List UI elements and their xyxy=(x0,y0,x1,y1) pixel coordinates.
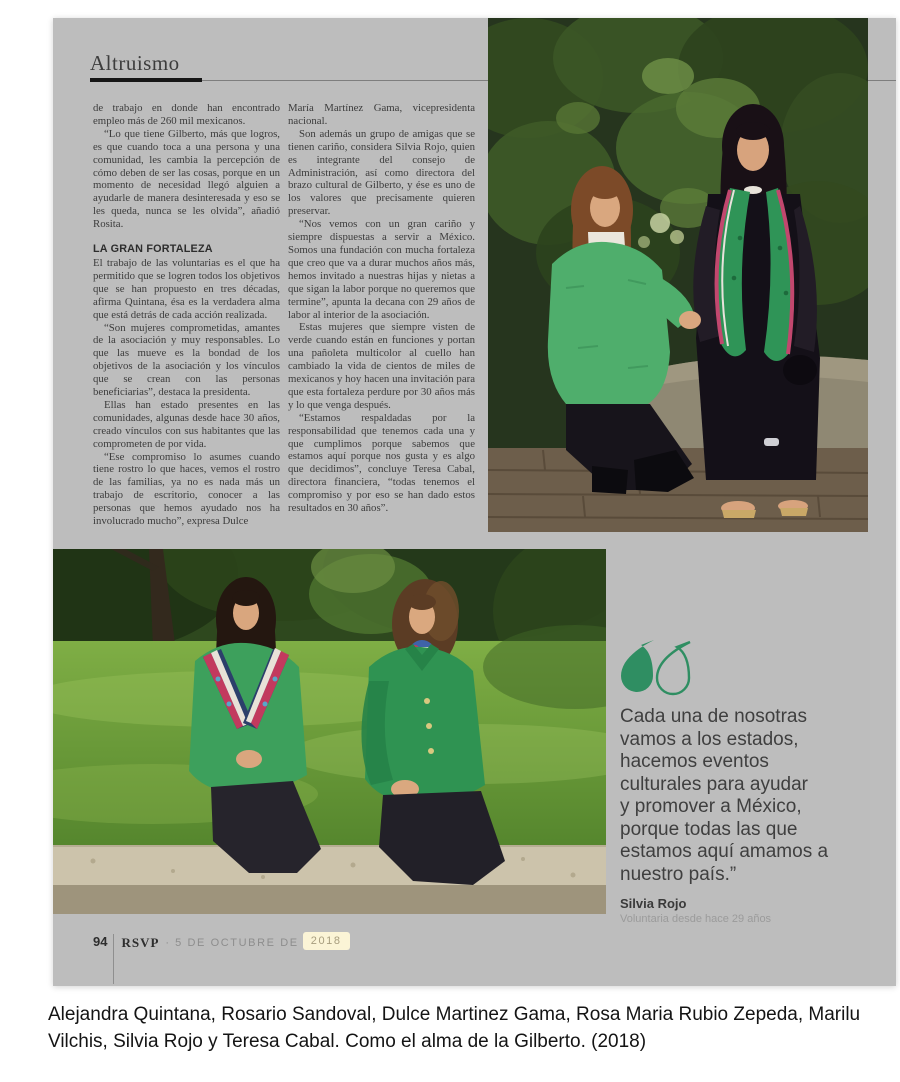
quote-line: estamos aquí amamos a xyxy=(620,841,829,862)
kicker-rule-right xyxy=(868,80,896,81)
quote-line: Cada una de nosotras xyxy=(620,706,807,727)
article-paragraph: “Son mujeres comprometidas, amantes de la asociación y muy responsables. Lo que las mueve es la bondad de los objetivos de la asociación y los vínculos que se crean con las personas beneficiarias”, destaca la presidenta. xyxy=(93,321,280,399)
article-paragraph: Estas mujeres que siempre visten de verde cuando están en funciones y portan una pañoleta multicolor al cuello han cambiado la vida de cientos de miles de mexicanos y hoy hacen una invitación para que esta fortaleza perdure por 30 años más y lo que venga después. xyxy=(288,321,475,411)
article-paragraph: “Lo que tiene Gilberto, más que logros, es que cuando toca a una persona y una comunidad, les cambia la percepción de cómo deben de ser las cosas, porque en un momento de necesidad llegó alguien a ayudarle de manera desinteresada y eso se les queda, nunca se les olvida”, añadió Rosita. xyxy=(93,127,280,231)
kicker-rule xyxy=(202,80,488,81)
article-column-2 xyxy=(288,102,475,546)
article-column-1 xyxy=(93,102,280,546)
magazine-brand: RSVP xyxy=(121,935,160,950)
footer-separator: · xyxy=(165,937,170,949)
page-number: 94 xyxy=(93,934,108,949)
magazine-page xyxy=(53,18,896,986)
article-paragraph: “Nos vemos con un gran cariño y siempre dispuestas a servir a México. Somos una fundación con mucha fortaleza que creo que va a durar muchos años más, hemos invitado a nuestras hijas y nietas a que sigan la labor porque no queremos que termine”, apunta la decana con 29 años de labor al interior de la asociación. xyxy=(288,218,475,321)
section-heading: LA GRAN FORTALEZA xyxy=(93,243,213,256)
photo-bottom-illustration xyxy=(53,549,606,914)
quote-text xyxy=(620,706,888,886)
kicker-rule-accent xyxy=(90,78,202,82)
footer-year-highlight: 2018 xyxy=(303,932,350,950)
page-footer xyxy=(93,934,350,984)
article-paragraph: “Estamos respaldadas por la responsabilidad que tenemos cada una y que cumplimos porque sabemos que estamos aquí porque nos gusta y es algo que decidimos”, concluye Teresa Cabal, directora financiera, “todas tenemos el compromiso y por eso se han dado estos resultados en 30 años”. xyxy=(288,411,475,515)
quote-line: y promover a México, xyxy=(620,796,802,817)
quote-line: culturales para ayudar xyxy=(620,773,808,795)
quote-line: hacemos eventos xyxy=(620,751,769,772)
article-paragraph: Son además un grupo de amigas que se tienen cariño, considera Silvia Rojo, quien es integrante del consejo de Administración, así como directora del brazo cultural de Gilberto, y ése es uno de los valores que precisamente quieren preservar. xyxy=(288,127,475,218)
photo-two-women-garden xyxy=(488,18,868,532)
article-paragraph: de trabajo en donde han encontrado empleo más de 260 mil mexicanos. xyxy=(93,102,280,127)
quote-line: nuestro país.” xyxy=(620,863,737,885)
photo-caption: Alejandra Quintana, Rosario Sandoval, Dulce Martinez Gama, Rosa Maria Rubio Zepeda, Marilu Vilchis, Silvia Rojo y Teresa Cabal. Como el alma de la Gilberto. (2018) xyxy=(48,1004,861,1052)
quote-author: Silvia Rojo xyxy=(620,896,687,911)
photo-top-illustration xyxy=(488,18,868,532)
article-paragraph: María Martínez Gama, vicepresidenta nacional. xyxy=(288,102,475,127)
article-paragraph: Ellas han estado presentes en las comunidades, algunas desde hace 30 años, creado vínculos con sus habitantes que las comprometen de por vida. xyxy=(93,398,280,450)
quote-author-subtitle: Voluntaria desde hace 29 años xyxy=(620,913,772,925)
quote-icon xyxy=(620,640,888,696)
article-paragraph: El trabajo de las voluntarias es el que ha permitido que se logren todos los objetivos que se han propuesto en tres décadas, afirma Quintana, ésa es la verdadera alma que está detrás de cada acción realizada. xyxy=(93,256,280,321)
pull-quote xyxy=(620,640,888,925)
quote-line: porque todas las que xyxy=(620,818,798,840)
article-paragraph: “Ese compromiso lo asumes cuando tiene rostro lo que haces, vemos el rostro de las familias, ya no es nada más un trabajo de escritorio, conocer a las personas que hemos ayudado nos ha involucrado mucho”, expresa Dulce xyxy=(93,450,280,528)
quote-line: vamos a los estados, xyxy=(620,728,799,750)
section-kicker: Altruismo xyxy=(90,51,180,75)
photo-two-women-lawn xyxy=(53,549,606,914)
footer-date: 5 DE OCTUBRE DE xyxy=(175,937,299,949)
footer-divider xyxy=(113,934,114,984)
